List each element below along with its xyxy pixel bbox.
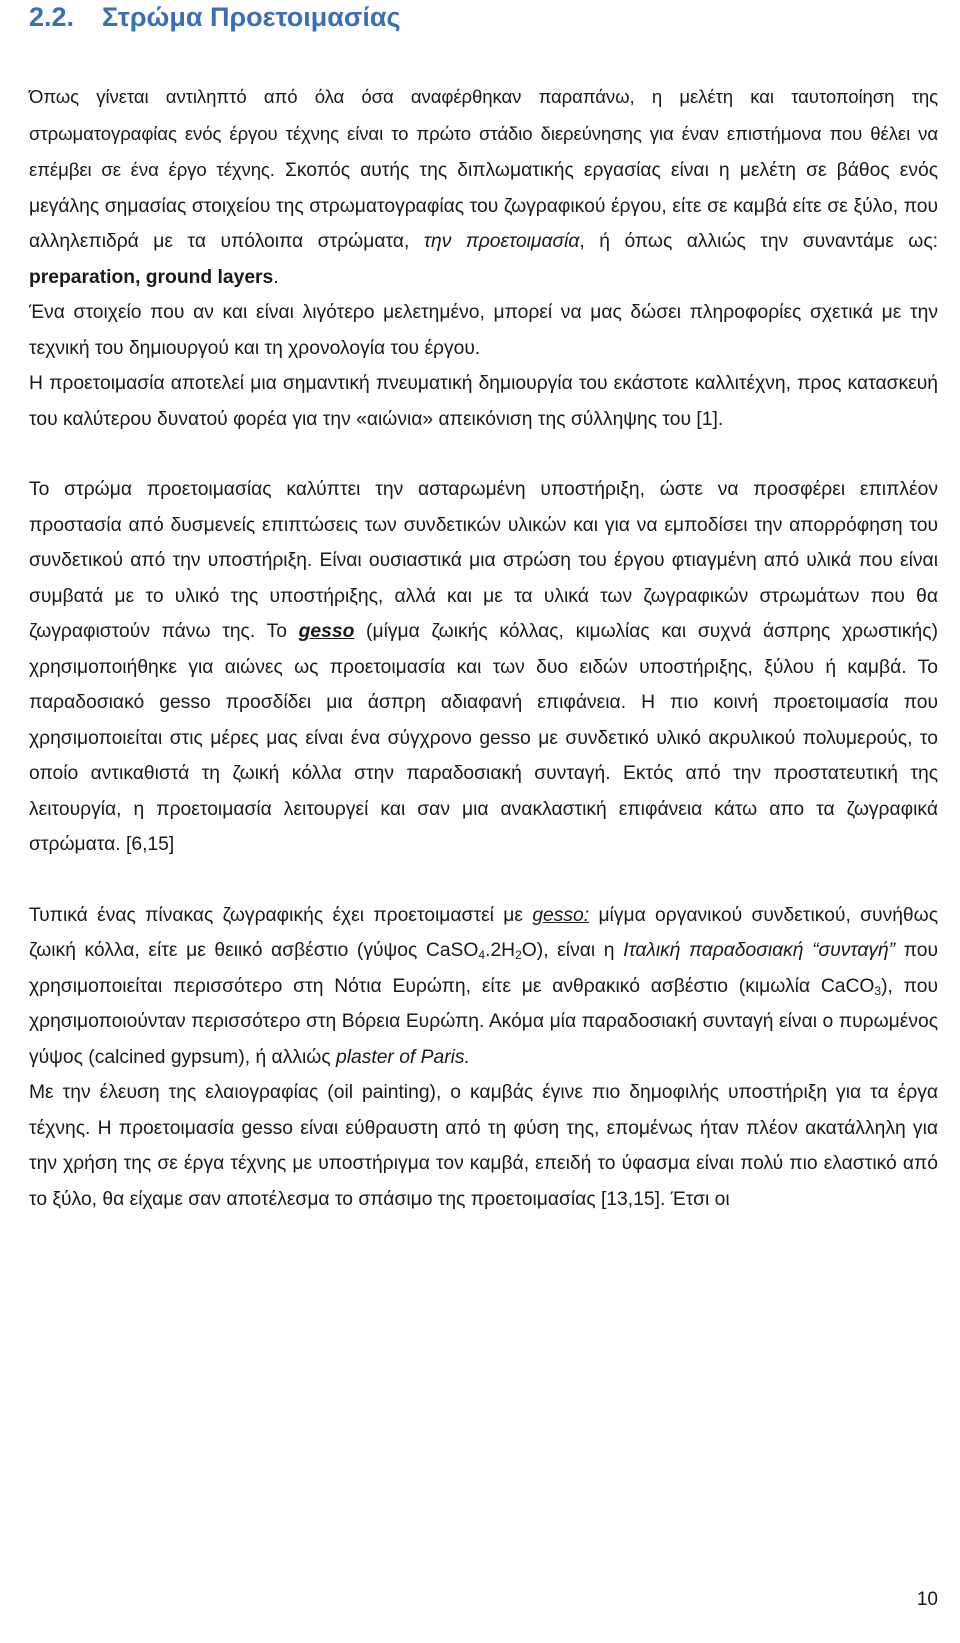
paragraph-1-text: . bbox=[273, 266, 279, 288]
paragraph-1-sentence: Η προετοιμασία αποτελεί μια σημαντική πνευματική δημιουργία του εκάστοτε καλλιτέχνη, προς κατασκευή του καλύτερου δυνατού φορέα για την «αιώνια» απεικόνιση της σύλληψης του [1]. bbox=[29, 373, 938, 430]
paragraph-3-sentence: Με την έλευση της ελαιογραφίας (oil painting), ο καμβάς έγινε πιο δημοφιλής υποστήριξη για τα έργα τέχνης. Η προετοιμασία gesso είναι εύθραυστη από τη φύση της, επομένως ήταν πλέον ακατάλληλη για την χρήση της σε έργα τέχνης με υποστήριγμα τον καμβά, επειδή το ύφασμα είναι πολύ πιο ελαστικό από το ξύλο, θα είχαμε σαν αποτέλεσμα το σπάσιμο της προετοιμασίας [13,15]. Έτσι οι bbox=[29, 1082, 938, 1210]
paragraph-3-text: .2H bbox=[485, 940, 516, 961]
paragraph-3-text: ), που χρησιμοποιούνταν περισσότερο στη Βόρεια Ευρώπη. Ακόμα μία παραδοσιακή συνταγή είναι ο πυρωμένος γύψος (calcined gypsum), ή αλλιώς bbox=[29, 975, 938, 1068]
subscript: 2 bbox=[515, 948, 522, 962]
paragraph-3-text: μίγμα οργανικού συνδετικού, συνήθως ζωική κόλλα, είτε με θειικό ασβέστιο (γύψος CaSO bbox=[29, 904, 938, 961]
paragraph-3 bbox=[29, 898, 938, 1218]
gesso-link: gesso: bbox=[532, 904, 590, 926]
paragraph-1-sentence: Ένα στοιχείο που αν και είναι λιγότερο μελετημένο, μπορεί να μας δώσει πληροφορίες σχετικά με την τεχνική του δημιουργού και τη χρονολογία του έργου. bbox=[29, 302, 938, 359]
paragraph-3-text: Τυπικά ένας πίνακας ζωγραφικής έχει προετοιμαστεί με bbox=[29, 904, 533, 926]
gesso-term: gesso bbox=[298, 621, 355, 642]
subscript: 4 bbox=[478, 948, 486, 962]
section-number: 2.2. bbox=[29, 2, 75, 32]
paragraph-3-text: που χρησιμοποιείται περισσότερο στη Νότια Ευρώπη, είτε με ανθρακικό ασβέστιο (κιμωλία CaCO bbox=[29, 940, 939, 997]
bold-term: preparation, ground layers bbox=[29, 266, 274, 288]
italic-phrase: Ιταλική παραδοσιακή “συνταγή” bbox=[623, 940, 896, 961]
page-number: 10 bbox=[916, 1589, 938, 1610]
paragraph-2-text: Το στρώμα προετοιμασίας καλύπτει την ασταρωμένη υποστήριξη, ώστε να προσφέρει επιπλέον προστασία από δυσμενείς επιπτώσεις των συνδετικών υλικών και για να εμποδίσει την απορρόφηση του συνδετικού από την υποστήριξη. Είναι ουσιαστικά μια στρώση του έργου φτιαγμένη από υλικά που είναι συμβατά με το υλικό της υποστήριξης, αλλά και με τα υλικά των ζωγραφικών στρωμάτων που θα ζωγραφιστούν πάνω της. Το bbox=[29, 479, 938, 642]
paragraph-1-text: Σκοπός αυτής της διπλωματικής εργασίας είναι η μελέτη σε βάθος ενός μεγάλης σημασίας στοιχείου της στρωματογραφίας του ζωγραφικού έργου, είτε σε καμβά είτε σε ξύλο, που αλληλεπιδρά με τα υπόλοιπα στρώματα, bbox=[29, 160, 938, 252]
paragraph-2 bbox=[29, 472, 938, 863]
section-heading bbox=[29, 0, 938, 36]
paragraph-1-text: , ή όπως αλλιώς την συναντάμε ως: bbox=[579, 231, 938, 252]
paragraph-gap bbox=[29, 863, 938, 898]
paragraph-gap bbox=[29, 437, 938, 472]
subscript: 3 bbox=[874, 983, 882, 998]
section-title: Στρώμα Προετοιμασίας bbox=[102, 2, 401, 32]
italic-term: την προετοιμασία bbox=[423, 231, 580, 252]
paragraph-1 bbox=[29, 79, 938, 437]
italic-phrase: plaster of Paris. bbox=[335, 1046, 470, 1068]
paragraph-1-lead: Όπως γίνεται αντιληπτό από όλα όσα αναφέρθηκαν παραπάνω, η μελέτη και ταυτοποίηση της στρωματογραφίας ενός έργου τέχνης είναι το πρώτο στάδιο διερεύνησης για έναν επιστήμονα που θέλει να επέμβει σε ένα έργο τέχνης. bbox=[29, 86, 938, 180]
paragraph-3-text: O), είναι η bbox=[521, 940, 624, 961]
document-page bbox=[29, 0, 938, 1217]
paragraph-2-text: (μίγμα ζωικής κόλλας, κιμωλίας και συχνά άσπρης χρωστικής) χρησιμοποιήθηκε για αιώνες ως προετοιμασία και των δυο ειδών υποστήριξης, ξύλου ή καμβά. Το παραδοσιακό gesso προσδίδει μια άσπρη αδιαφανή επιφάνεια. Η πιο κοινή προετοιμασία που χρησιμοποιείται στις μέρες μας είναι ένα σύγχρονο gesso με συνδετικό υλικό ακρυλικού πολυμερούς, το οποίο αντικαθιστά τη ζωική κόλλα στην παραδοσιακή συνταγή. Εκτός από την προστατευτική της λειτουργία, η προετοιμασία λειτουργεί και σαν μια ανακλαστική επιφάνεια κάτω απο τα ζωγραφικά στρώματα. [6,15] bbox=[29, 621, 938, 855]
